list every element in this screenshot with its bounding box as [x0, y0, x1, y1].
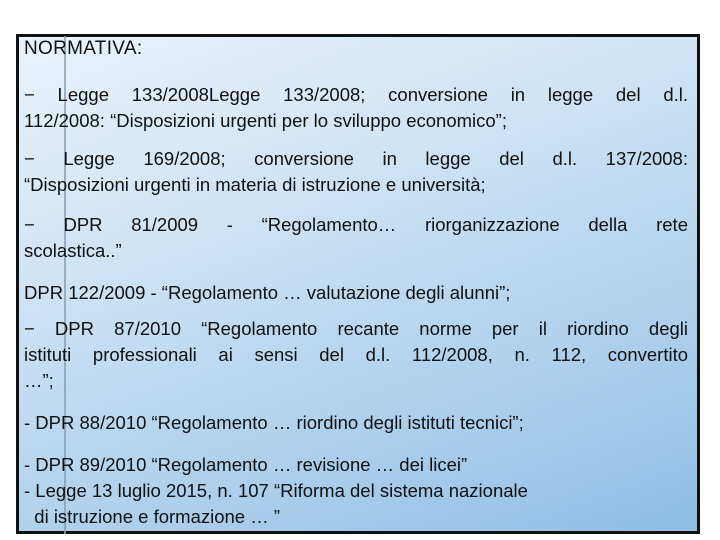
item-1-line-2: 112/2008: “Disposizioni urgenti per lo sviluppo economico”; — [24, 110, 507, 131]
item-3-line-1: − DPR 81/2009 - “Regolamento… riorganizzazione della rete — [24, 214, 688, 235]
item-1-line-1: − Legge 133/2008Legge 133/2008; conversione in legge del d.l. — [24, 84, 688, 105]
item-8-line-2: di istruzione e formazione … ” — [24, 506, 281, 527]
item-6-line-1: - DPR 88/2010 “Regolamento … riordino degli istituti tecnici”; — [24, 412, 524, 433]
page-title: NORMATIVA: — [24, 38, 143, 59]
item-5-line-3: …”; — [24, 370, 54, 391]
item-5-line-2: istituti professionali ai sensi del d.l. 112/2008, n. 112, convertito — [24, 344, 688, 365]
item-4-line-1: DPR 122/2009 - “Regolamento … valutazione degli alunni”; — [24, 282, 511, 303]
item-2-line-2: “Disposizioni urgenti in materia di istruzione e università; — [24, 174, 486, 195]
item-2-line-1: − Legge 169/2008; conversione in legge del d.l. 137/2008: — [24, 148, 688, 169]
item-5-line-1: − DPR 87/2010 “Regolamento recante norme per il riordino degli — [24, 318, 688, 339]
item-8-line-1: - Legge 13 luglio 2015, n. 107 “Riforma del sistema nazionale — [24, 480, 528, 501]
item-3-line-2: scolastica..” — [24, 240, 122, 261]
item-7-line-1: - DPR 89/2010 “Regolamento … revisione … dei licei” — [24, 454, 468, 475]
